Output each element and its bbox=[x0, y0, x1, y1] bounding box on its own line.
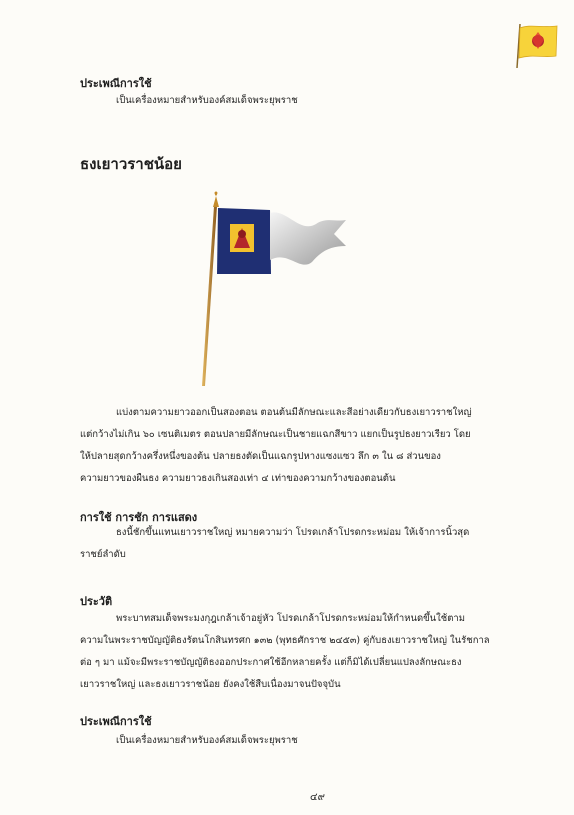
history-line: ต่อ ๆ มา แม้จะมีพระราชบัญญัติธงออกประกาศใช้อีกหลายครั้ง แต่ก็มิได้เปลี่ยนแปลงลักษณะธง bbox=[80, 657, 462, 668]
tradition-line: เป็นเครื่องหมายสำหรับองค์สมเด็จพระยุพราช bbox=[116, 735, 298, 746]
top-line: เป็นเครื่องหมายสำหรับองค์สมเด็จพระยุพราช bbox=[116, 95, 298, 106]
usage-line: ราชย์ลำดับ bbox=[80, 549, 126, 560]
description-line: แบ่งตามความยาวออกเป็นสองตอน ตอนต้นมีลักษณะและสีอย่างเดียวกับธงเยาวราชใหญ่ bbox=[116, 407, 472, 418]
history-line: พระบาทสมเด็จพระมงกุฎเกล้าเจ้าอยู่หัว โปรดเกล้าโปรดกระหม่อมให้กำหนดขึ้นใช้ตาม bbox=[116, 613, 465, 624]
description-line: ให้ปลายสุดกว้างครึ่งหนึ่งของต้น ปลายธงตัดเป็นแฉกรูปหางแซงแซว ลึก ๓ ใน ๘ ส่วนของ bbox=[80, 451, 441, 462]
top-heading: ประเพณีการใช้ bbox=[80, 77, 152, 90]
description-block bbox=[80, 402, 472, 490]
usage-heading: การใช้ การชัก การแสดง bbox=[80, 511, 198, 524]
flag-illustration bbox=[200, 186, 350, 386]
history-heading: ประวัติ bbox=[80, 595, 113, 608]
usage-block bbox=[80, 522, 469, 566]
corner-flag-icon bbox=[512, 18, 562, 70]
history-block bbox=[80, 608, 490, 696]
description-line: ความยาวของผืนธง ความยาวธงเกินสองเท่า ๔ เท่าของความกว้างของตอนต้น bbox=[80, 473, 396, 484]
description-line: แต่กว้างไม่เกิน ๖๐ เซนติเมตร ตอนปลายมีลักษณะเป็นชายแฉกสีขาว แยกเป็นรูปธงยาวเรียว โดย bbox=[80, 429, 471, 440]
page-title: ธงเยาวราชน้อย bbox=[80, 155, 182, 173]
tradition-heading: ประเพณีการใช้ bbox=[80, 715, 152, 728]
usage-line: ธงนี้ชักขึ้นแทนเยาวราชใหญ่ หมายความว่า โปรดเกล้าโปรดกระหม่อม ให้เจ้าการนิ้วสุด bbox=[116, 527, 470, 538]
history-line: ความในพระราชบัญญัติธงรัตนโกสินทรศก ๑๓๒ (พุทธศักราช ๒๔๕๓) คู่กับธงเยาวราชใหญ่ ในรัชกาล bbox=[80, 635, 490, 646]
history-line: เยาวราชใหญ่ และธงเยาวราชน้อย ยังคงใช้สืบเนื่องมาจนปัจจุบัน bbox=[80, 679, 341, 690]
page-number: ๔๙ bbox=[310, 792, 325, 803]
